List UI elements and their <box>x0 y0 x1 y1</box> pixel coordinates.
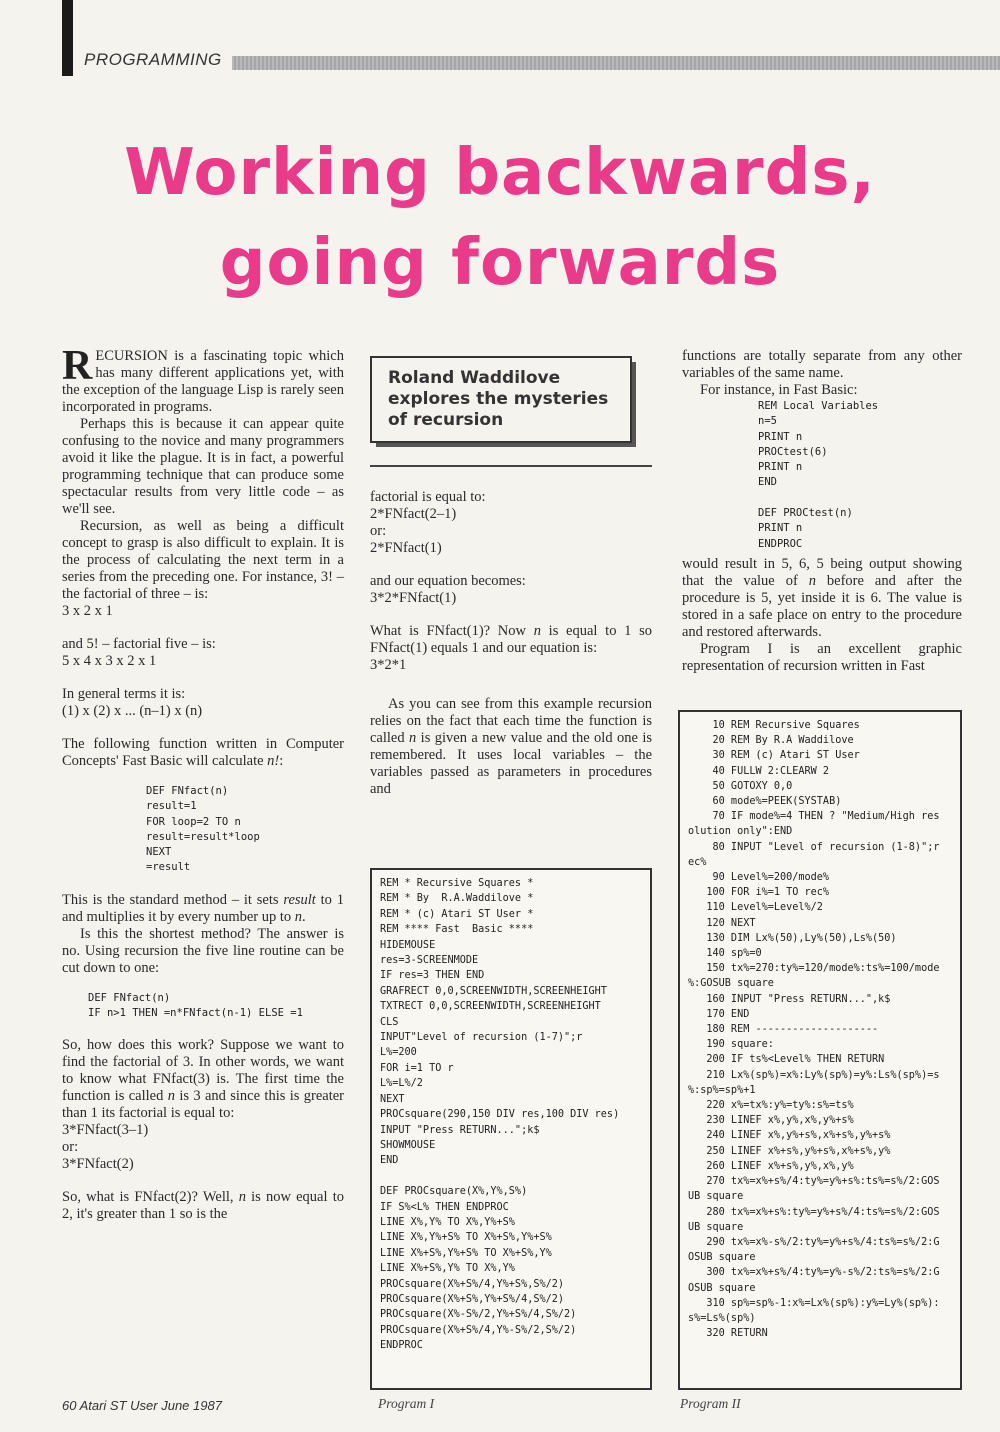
paragraph: and our equation becomes: <box>370 573 526 589</box>
program-1-caption: Program I <box>378 1396 435 1411</box>
paragraph: What is FNfact(1)? Now n is equal to 1 so FNfact(1) equals 1 and our equation is: <box>370 623 653 656</box>
paragraph: functions are totally separate from any other variables of the same name. <box>682 348 962 381</box>
equation: 5 x 4 x 3 x 2 x 1 <box>62 653 157 669</box>
standfirst-box <box>370 356 632 443</box>
equation: 2*FNfact(2–1) <box>370 506 457 522</box>
paragraph: This is the standard method – it sets result to 1 and multiplies it by every number up to n. <box>62 891 344 925</box>
header-rule <box>232 56 1000 70</box>
paragraph: As you can see from this example recursion relies on the fact that each time the function is called n is given a new value and the old one is remembered. It uses local variables – the variables passed as parameters in procedures and <box>370 696 652 797</box>
program-2-code: 10 REM Recursive Squares 20 REM By R.A Waddilove 30 REM (c) Atari ST User 40 FULLW 2:CLEARW 2 50 GOTOXY 0,0 60 mode%=PEEK(SYSTAB) 70 IF mode%=4 THEN ? "Medium/High res olution only":END 80 INPUT "Level of recursion (1-8)";r ec% 90 Level%=200/mode% 100 FOR i%=1 TO rec% 110 Level%=Level%/2 120 NEXT 130 DIM Lx%(50),Ly%(50),Ls%(50) 140 sp%=0 150 tx%=270:ty%=120/mode%:ts%=100/mode %:GOSUB square 160 INPUT "Press RETURN...",k$ 170 END 180 REM -------------------- 190 square: 200 IF ts%<Level% THEN RETURN 210 Lx%(sp%)=x%:Ly%(sp%)=y%:Ls%(sp%)=s %:sp%=sp%+1 220 x%=tx%:y%=ty%:s%=ts% 230 LINEF x%,y%,x%,y%+s% 240 LINEF x%,y%+s%,x%+s%,y%+s% 250 LINEF x%+s%,y%+s%,x%+s%,y% 260 LINEF x%+s%,y%,x%,y% 270 tx%=x%+s%/4:ty%=y%+s%:ts%=s%/2:GOS UB square 280 tx%=x%+s%:ty%=y%+s%/4:ts%=s%/2:GOS UB square 290 tx%=x%-s%/2:ty%=y%+s%/4:ts%=s%/2:G OSUB square 300 tx%=x%+s%/4:ty%=y%-s%/2:ts%=s%/2:G OSUB square 310 sp%=sp%-1:x%=Lx%(sp%):y%=Ly%(sp%): s%=Ls%(sp%) 320 RETURN <box>688 720 940 1340</box>
code-snippet: DEF FNfact(n) result=1 FOR loop=2 TO n result=result*loop NEXT =result <box>146 785 260 874</box>
equation: 2*FNfact(1) <box>370 540 442 556</box>
header-bar <box>62 0 73 76</box>
equation-or: or: <box>62 1139 79 1156</box>
equation: 3*2*FNfact(1) <box>370 590 457 606</box>
column-1 <box>62 343 345 1223</box>
divider <box>370 465 652 467</box>
paragraph: Program I is an excellent graphic representation of recursion written in Fast <box>682 640 962 674</box>
paragraph: Is this the shortest method? The answer is no. Using recursion the five line routine can be cut down to one: <box>62 925 344 976</box>
code-snippet: REM Local Variables n=5 PRINT n PROCtest(6) PRINT n END DEF PROCtest(n) PRINT n ENDPROC <box>758 400 879 550</box>
paragraph: would result in 5, 6, 5 being output showing that the value of n before and after the procedure is 5, yet inside it is 6. The value is stored in a safe place on entry to the procedure and restored afterwards. <box>682 555 962 640</box>
title-line-1: Working backwards, <box>124 136 876 210</box>
paragraph: So, how does this work? Suppose we want to find the factorial of 3. In other words, we want to know what FNfact(3) is. The first time the function is called n is 3 and since this is greater than 1 its factorial is equal to: <box>62 1037 345 1122</box>
program-1-listing <box>370 868 652 1390</box>
code-snippet: DEF FNfact(n) IF n>1 THEN =n*FNfact(n-1) ELSE =1 <box>88 991 303 1020</box>
paragraph: In general terms it is: <box>62 686 186 702</box>
paragraph: factorial is equal to: <box>370 489 486 505</box>
program-1-code: REM * Recursive Squares * REM * By R.A.Waddilove * REM * (c) Atari ST User * REM **** Fast Basic **** HIDEMOUSE res=3-SCREENMODE IF res=3 THEN END GRAFRECT 0,0,SCREENWIDTH,SCREENHEIGHT TXTRECT 0,0,SCREENWIDTH,SCREENHEIGHT CLS INPUT"Level of recursion (1-7)";r L%=200 FOR i=1 TO r L%=L%/2 NEXT PROCsquare(290,150 DIV res,100 DIV res) INPUT "Press RETURN...";k$ SHOWMOUSE END DEF PROCsquare(X%,Y%,S%) IF S%<L% THEN ENDPROC LINE X%,Y% TO X%,Y%+S% LINE X%,Y%+S% TO X%+S%,Y%+S% LINE X%+S%,Y%+S% TO X%+S%,Y% LINE X%+S%,Y% TO X%,Y% PROCsquare(X%+S%/4,Y%+S%,S%/2) PROCsquare(X%+S%,Y%+S%/4,S%/2) PROCsquare(X%-S%/2,Y%+S%/4,S%/2) PROCsquare(X%+S%/4,Y%-S%/2,S%/2) ENDPROC <box>380 878 620 1352</box>
equation: 3 x 2 x 1 <box>62 603 113 619</box>
equation: 3*2*1 <box>370 657 407 673</box>
paragraph: Recursion, as well as being a difficult concept to grasp is also difficult to explain. It is the process of calculating the next term in a series from the preceding one. For instance, 3! – the factorial of three – is: <box>62 518 344 602</box>
article-title <box>0 128 1000 308</box>
title-line-2: going forwards <box>219 226 781 300</box>
equation: 3*FNfact(2) <box>62 1156 134 1173</box>
paragraph: The following function written in Computer Concepts' Fast Basic will calculate n!: <box>62 736 344 769</box>
paragraph: Perhaps this is because it can appear quite confusing to the novice and many programmers avoid it like the plague. It is in fact, a powerful programming technique that can produce some spectacular results from very little code – as we'll see. <box>62 416 344 517</box>
paragraph-intro: RECURSION is a fascinating topic which has many different applications yet, with the exception of the language Lisp is rarely seen incorporated in programs. <box>62 343 344 415</box>
page-footer: 60 Atari ST User June 1987 <box>62 1398 222 1413</box>
section-tag: PROGRAMMING <box>84 50 222 69</box>
program-2-caption: Program II <box>680 1396 741 1411</box>
paragraph: and 5! – factorial five – is: <box>62 636 216 652</box>
drop-cap: R <box>62 343 93 389</box>
standfirst-text: Roland Waddilove explores the mysteries of recursion <box>388 368 609 430</box>
equation: 3*FNfact(3–1) <box>62 1122 149 1139</box>
program-2-listing <box>678 710 962 1390</box>
equation: (1) x (2) x ... (n–1) x (n) <box>62 703 203 719</box>
column-3 <box>682 348 962 675</box>
paragraph: So, what is FNfact(2)? Well, n is now equal to 2, it's greater than 1 so is the <box>62 1189 344 1223</box>
paragraph: For instance, in Fast Basic: <box>700 382 858 398</box>
equation-or: or: <box>370 523 387 539</box>
column-2 <box>370 348 652 798</box>
